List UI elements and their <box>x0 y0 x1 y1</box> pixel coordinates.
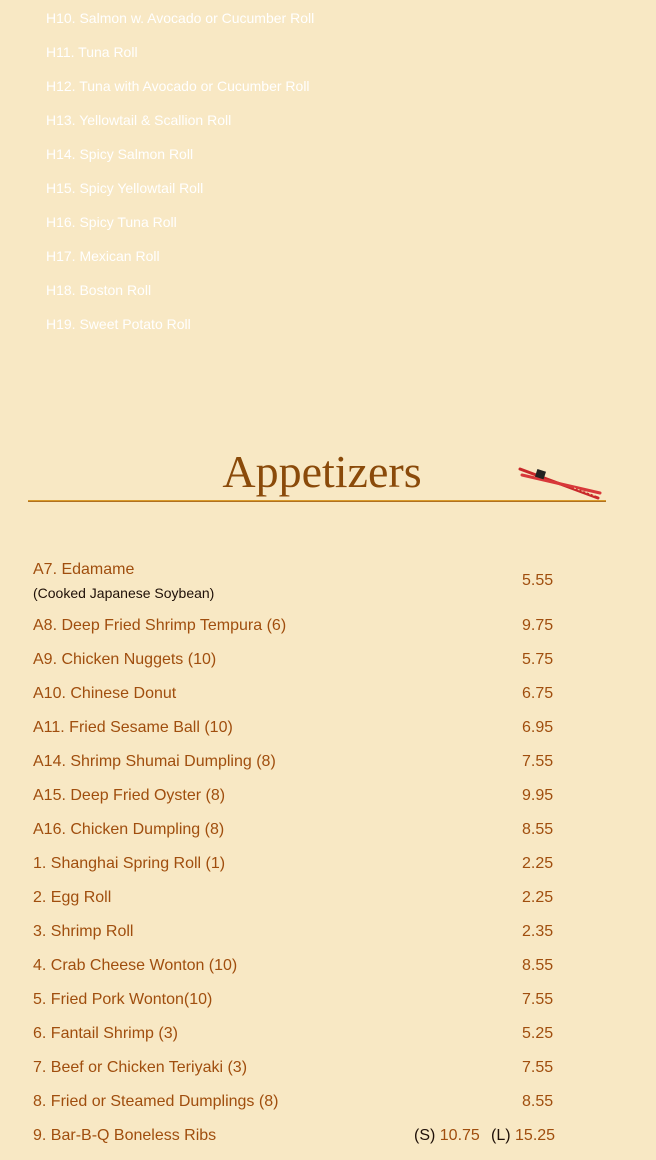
size-price-small <box>414 1126 480 1146</box>
menu-item[interactable] <box>33 684 573 718</box>
menu-item[interactable] <box>33 888 573 922</box>
item-name[interactable]: A14. Shrimp Shumai Dumpling (8) <box>33 753 276 770</box>
item-name[interactable]: 1. Shanghai Spring Roll (1) <box>33 855 226 872</box>
item-price: 7.55 <box>522 753 554 770</box>
item-name[interactable]: 6. Fantail Shrimp (3) <box>33 1025 178 1042</box>
size-label: (S) <box>414 1127 436 1144</box>
item-price: 7.55 <box>522 991 554 1008</box>
roll-item: H12. Tuna with Avocado or Cucumber Roll <box>46 78 310 94</box>
menu-item[interactable] <box>33 820 573 854</box>
roll-item: H16. Spicy Tuna Roll <box>46 214 177 230</box>
menu-item[interactable] <box>33 956 573 990</box>
roll-item: H17. Mexican Roll <box>46 248 160 264</box>
item-name[interactable]: A9. Chicken Nuggets (10) <box>33 651 217 668</box>
roll-item: H18. Boston Roll <box>46 282 152 298</box>
item-name[interactable]: A7. Edamame <box>33 561 135 578</box>
item-name[interactable]: A8. Deep Fried Shrimp Tempura (6) <box>33 617 287 634</box>
menu-item[interactable] <box>33 922 573 956</box>
item-price: 8.55 <box>522 1093 554 1110</box>
item-price: 5.75 <box>522 651 554 668</box>
item-price: 2.35 <box>522 923 554 940</box>
item-price: 9.75 <box>522 617 554 634</box>
menu-item[interactable] <box>33 854 573 888</box>
item-price: 15.25 <box>515 1127 556 1144</box>
item-name[interactable]: 5. Fried Pork Wonton(10) <box>33 991 213 1008</box>
roll-item: H14. Spicy Salmon Roll <box>46 146 194 162</box>
menu-item[interactable] <box>33 1126 573 1160</box>
item-name[interactable]: 9. Bar-B-Q Boneless Ribs <box>33 1127 217 1144</box>
item-description: (Cooked Japanese Soybean) <box>33 585 215 601</box>
item-price: 2.25 <box>522 889 554 906</box>
size-label: (L) <box>491 1127 511 1144</box>
item-price: 2.25 <box>522 855 554 872</box>
section-title: Appetizers <box>222 446 422 497</box>
menu-item[interactable] <box>33 560 573 616</box>
menu-item[interactable] <box>33 1024 573 1058</box>
item-price: 9.95 <box>522 787 554 804</box>
item-price: 7.55 <box>522 1059 554 1076</box>
roll-item: H15. Spicy Yellowtail Roll <box>46 180 204 196</box>
item-name[interactable]: A16. Chicken Dumpling (8) <box>33 821 225 838</box>
item-name[interactable]: A11. Fried Sesame Ball (10) <box>33 719 233 736</box>
chopsticks-icon <box>518 466 608 502</box>
item-name[interactable]: 2. Egg Roll <box>33 889 112 906</box>
appetizers-header <box>28 444 606 504</box>
item-name[interactable]: 7. Beef or Chicken Teriyaki (3) <box>33 1059 248 1076</box>
item-price: 6.95 <box>522 719 554 736</box>
menu-item[interactable] <box>33 1092 573 1126</box>
menu-item[interactable] <box>33 650 573 684</box>
item-price: 8.55 <box>522 957 554 974</box>
item-name[interactable]: A10. Chinese Donut <box>33 685 177 702</box>
item-name[interactable]: 8. Fried or Steamed Dumplings (8) <box>33 1093 279 1110</box>
item-name[interactable]: 4. Crab Cheese Wonton (10) <box>33 957 238 974</box>
item-name[interactable]: A15. Deep Fried Oyster (8) <box>33 787 226 804</box>
menu-item[interactable] <box>33 616 573 650</box>
item-name[interactable]: 3. Shrimp Roll <box>33 923 134 940</box>
roll-list <box>46 8 314 348</box>
menu-item[interactable] <box>33 786 573 820</box>
roll-item: H10. Salmon w. Avocado or Cucumber Roll <box>46 10 315 26</box>
appetizer-menu <box>33 560 573 1160</box>
menu-item[interactable] <box>33 752 573 786</box>
roll-item: H13. Yellowtail & Scallion Roll <box>46 112 232 128</box>
item-price: 5.25 <box>522 1025 554 1042</box>
menu-item[interactable] <box>33 718 573 752</box>
item-price: 10.75 <box>439 1127 480 1144</box>
item-price: 5.55 <box>522 572 554 589</box>
menu-item[interactable] <box>33 1058 573 1092</box>
item-price: 6.75 <box>522 685 554 702</box>
menu-item[interactable] <box>33 990 573 1024</box>
roll-item: H19. Sweet Potato Roll <box>46 316 191 332</box>
item-price: 8.55 <box>522 821 554 838</box>
size-price-large <box>491 1126 555 1146</box>
roll-item: H11. Tuna Roll <box>46 44 138 60</box>
